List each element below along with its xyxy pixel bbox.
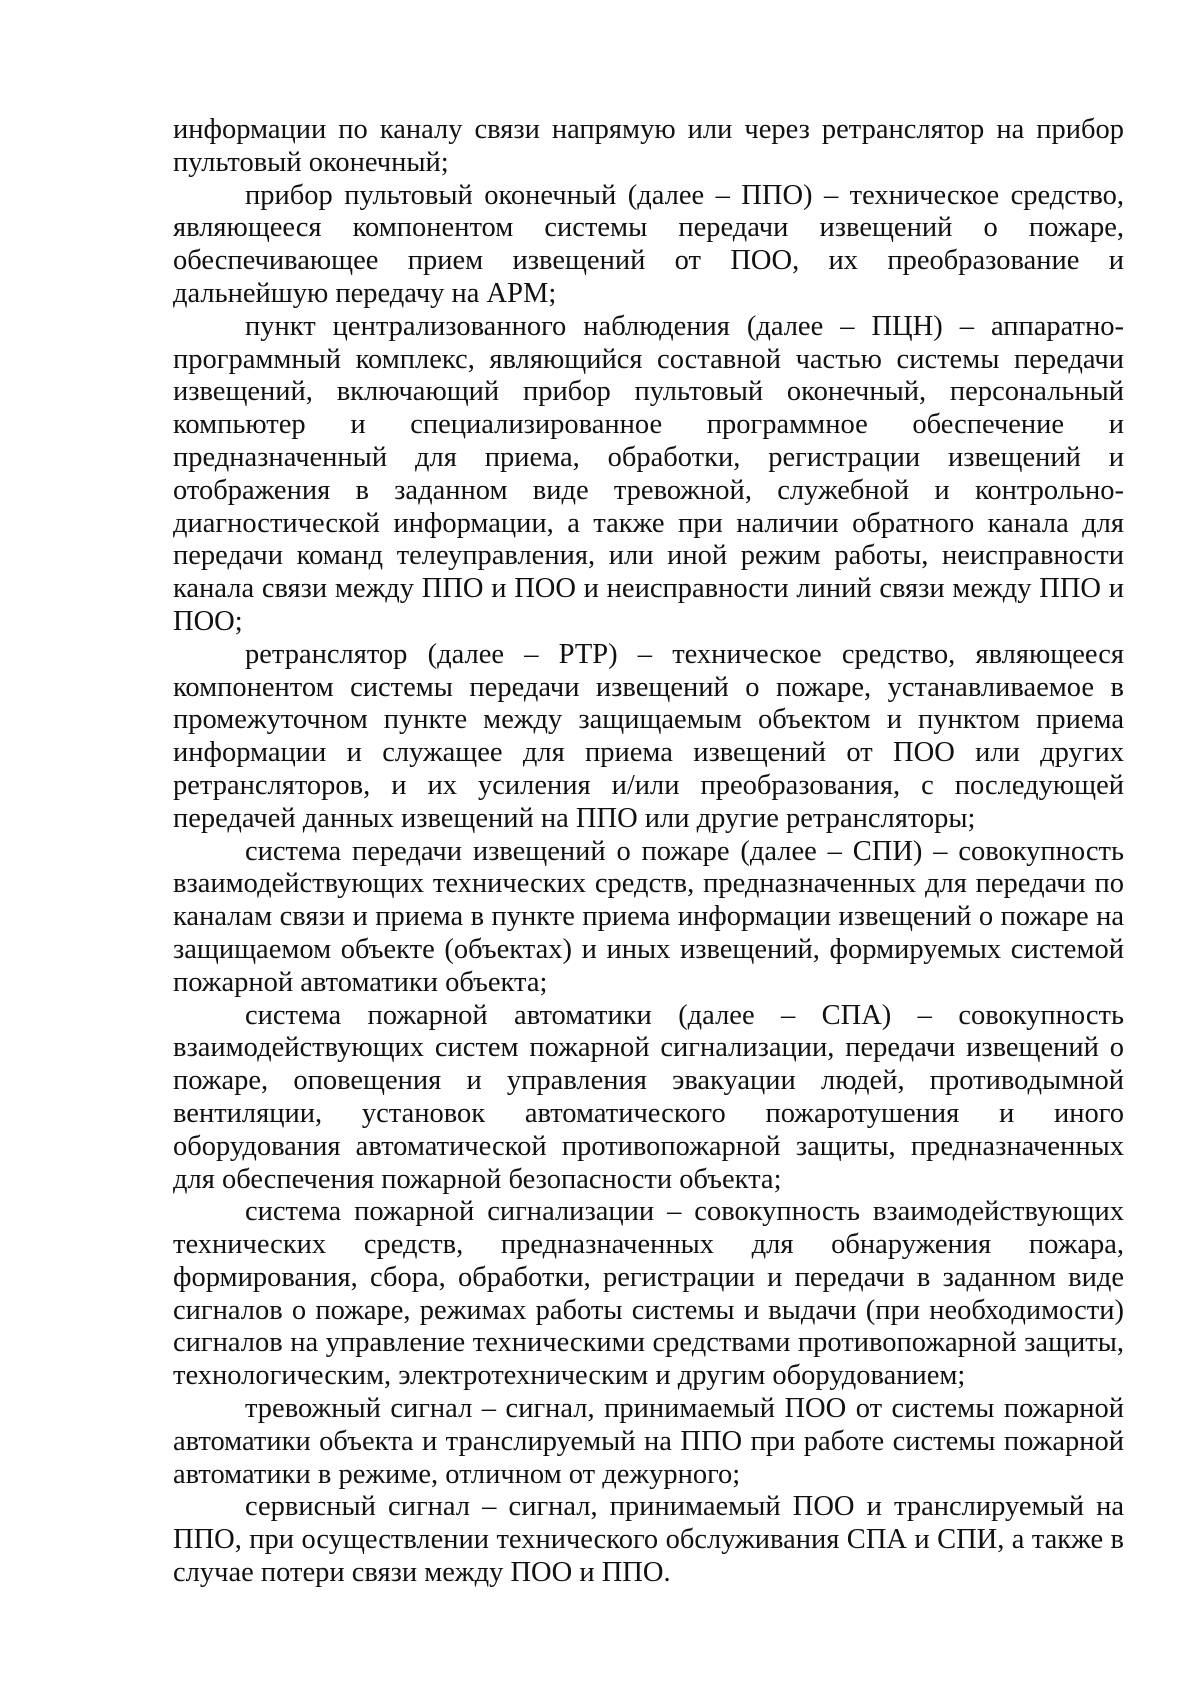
definition-spa: система пожарной автоматики (далее – СПА) – совокупность взаимодействующих систем пожарной сигнализации, передачи извещений о пожаре, оповещения и управления эвакуации людей, противодымной вентиляции, установок автоматического пожаротушения и иного оборудования автоматической противопожарной защиты, предназначенных для обеспечения пожарной безопасности объекта; — [173, 999, 1124, 1195]
definition-spi: система передачи извещений о пожаре (далее – СПИ) – совокупность взаимодействующих технических средств, предназначенных для передачи по каналам связи и приема в пункте приема информации извещений о пожаре на защищаемом объекте (объектах) и иных извещений, формируемых системой пожарной автоматики объекта; — [173, 835, 1124, 998]
definition-service-signal: сервисный сигнал – сигнал, принимаемый ПОО и транслируемый на ППО, при осуществлении технического обслуживания СПА и СПИ, а также в случае потери связи между ПОО и ППО. — [173, 1491, 1124, 1589]
definition-ppo: прибор пультовый оконечный (далее – ППО) – техническое средство, являющееся компонентом системы передачи извещений о пожаре, обеспечивающее прием извещений от ПОО, их преобразование и дальнейшую передачу на АРМ; — [173, 179, 1124, 309]
definition-fire-alarm-system: система пожарной сигнализации – совокупность взаимодействующих технических средств, предназначенных для обнаружения пожара, формирования, сбора, обработки, регистрации и передачи в заданном виде сигналов о пожаре, режимах работы системы и выдачи (при необходимости) сигналов на управление техническими средствами противопожарной защиты, технологическим, электротехническим и другим оборудованием; — [173, 1196, 1124, 1392]
definition-rtr: ретранслятор (далее – РТР) – техническое средство, являющееся компонентом системы передачи извещений о пожаре, устанавливаемое в промежуточном пункте между защищаемым объектом и пунктом приема информации и служащее для приема извещений от ПОО или других ретрансляторов, и их усиления и/или преобразования, с последующей передачей данных извещений на ППО или другие ретрансляторы; — [173, 638, 1124, 834]
paragraph-continuation: информации по каналу связи напрямую или через ретранслятор на прибор пультовый оконечный; — [173, 114, 1124, 178]
definition-alarm-signal: тревожный сигнал – сигнал, принимаемый ПОО от системы пожарной автоматики объекта и транслируемый на ППО при работе системы пожарной автоматики в режиме, отличном от дежурного; — [173, 1393, 1124, 1490]
definition-pcn: пункт централизованного наблюдения (далее – ПЦН) – аппаратно-программный комплекс, являющийся составной частью системы передачи извещений, включающий прибор пультовый оконечный, персональный компьютер и специализированное программное обеспечение и предназначенный для приема, обработки, регистрации извещений и отображения в заданном виде тревожной, служебной и контрольно-диагностической информации, а также при наличии обратного канала для передачи команд телеуправления, или иной режим работы, неисправности канала связи между ППО и ПОО и неисправности линий связи между ППО и ПОО; — [173, 310, 1124, 637]
document-page — [173, 114, 1124, 1590]
